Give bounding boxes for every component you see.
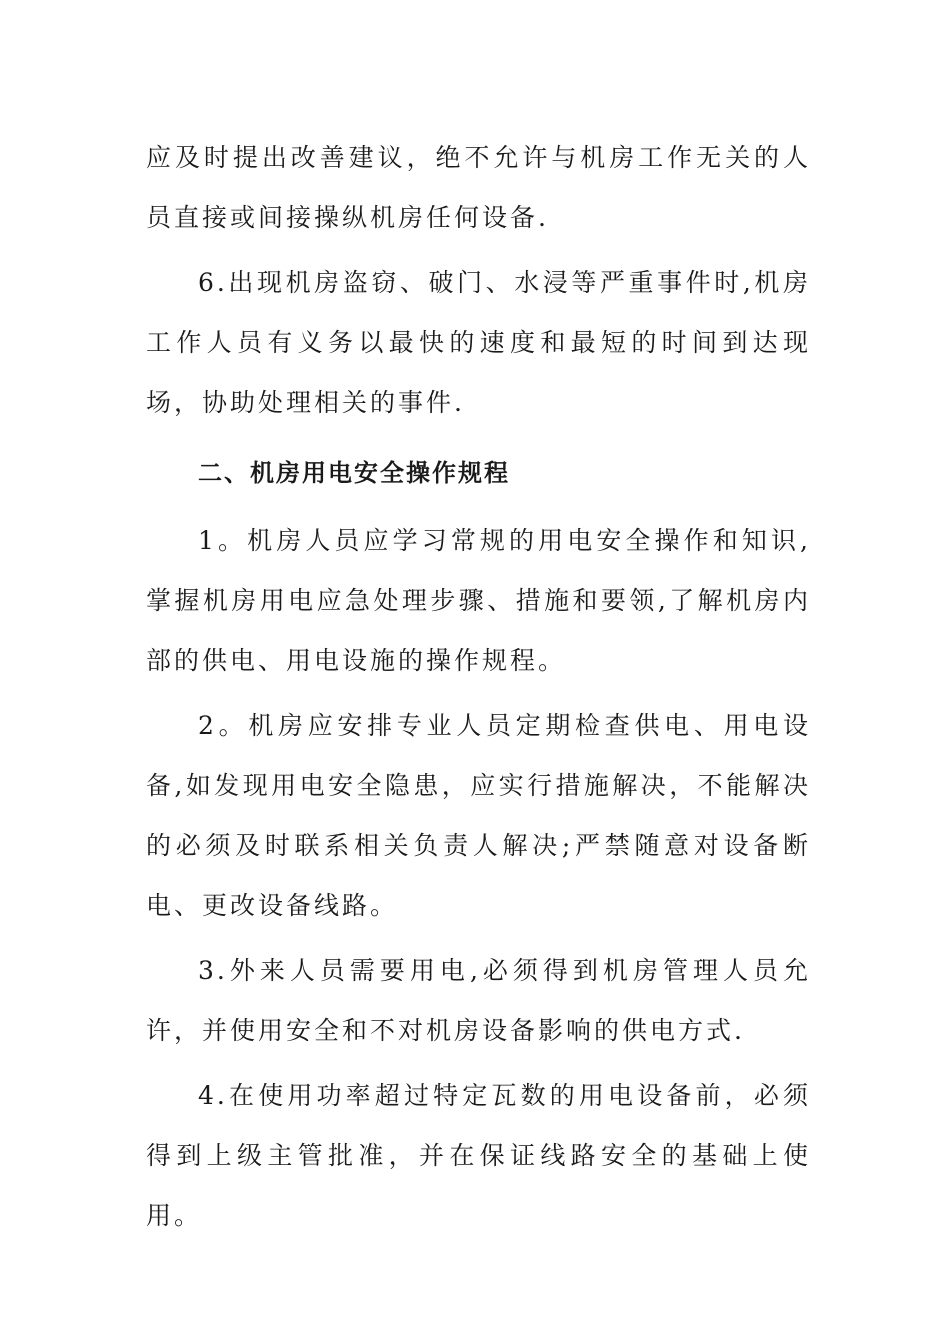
paragraph-item-4: 4.在使用功率超过特定瓦数的用电设备前，必须得到上级主管批准，并在保证线路安全的基础上使用。 xyxy=(146,1081,811,1230)
paragraph-continuation: 应及时提出改善建议，绝不允许与机房工作无关的人员直接或间接操纵机房任何设备. xyxy=(146,143,811,232)
paragraph-item-2: 2。机房应安排专业人员定期检查供电、用电设备,如发现用电安全隐患，应实行措施解决，不能解决的必须及时联系相关负责人解决;严禁随意对设备断电、更改设备线路。 xyxy=(146,711,811,920)
paragraph-item-6: 6.出现机房盗窃、破门、水浸等严重事件时,机房工作人员有义务以最快的速度和最短的时间到达现场，协助处理相关的事件. xyxy=(146,268,811,417)
section-heading: 二、机房用电安全操作规程 xyxy=(198,459,510,487)
paragraph-item-3: 3.外来人员需要用电,必须得到机房管理人员允许，并使用安全和不对机房设备影响的供电方式. xyxy=(146,956,811,1045)
paragraph-item-1: 1。机房人员应学习常规的用电安全操作和知识,掌握机房用电应急处理步骤、措施和要领,了解机房内部的供电、用电设施的操作规程。 xyxy=(146,526,811,675)
document-body xyxy=(146,128,811,1246)
